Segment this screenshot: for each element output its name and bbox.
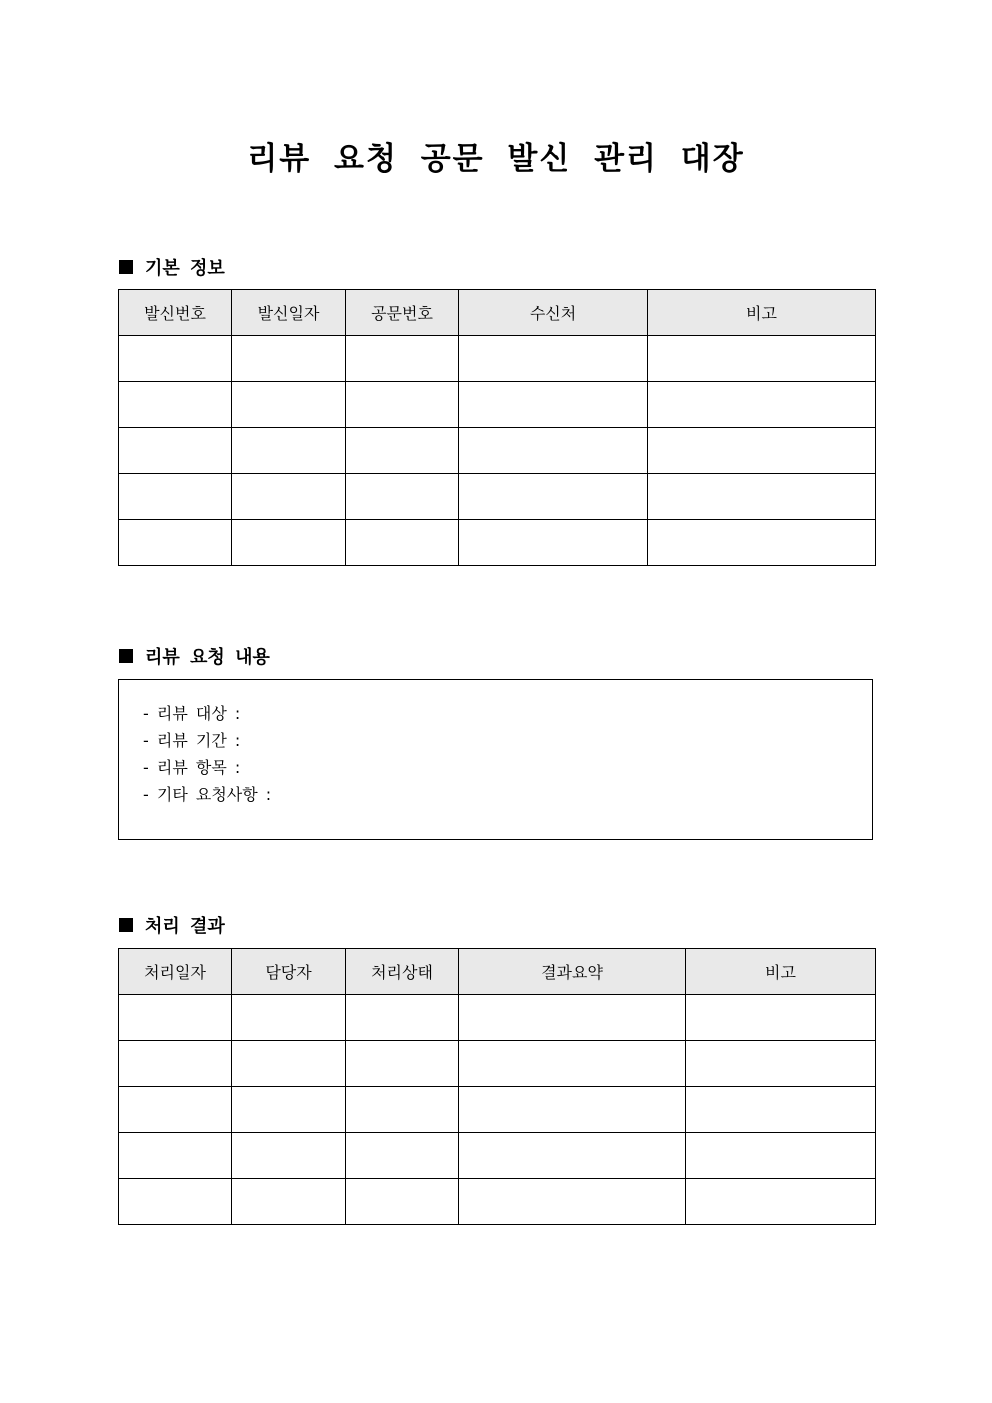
column-header: 처리상태 [346,949,459,995]
table-cell[interactable] [232,1087,346,1133]
table-cell[interactable] [459,336,648,382]
section-heading-label: 기본 정보 [145,258,225,279]
table-row [119,520,876,566]
table-cell[interactable] [459,1133,686,1179]
table-cell[interactable] [119,520,232,566]
table-cell[interactable] [119,428,232,474]
document-title: 리뷰 요청 공문 발신 관리 대장 [247,141,745,177]
section-heading-processing-result [119,912,225,938]
table-row [119,1041,876,1087]
column-header: 수신처 [459,290,648,336]
table-row [119,1133,876,1179]
table-cell[interactable] [686,1133,876,1179]
column-header: 처리일자 [119,949,232,995]
table-row [119,1179,876,1225]
column-header: 결과요약 [459,949,686,995]
table-cell[interactable] [459,1087,686,1133]
square-bullet-icon [119,918,133,932]
table-cell[interactable] [346,428,459,474]
table-cell[interactable] [459,474,648,520]
table-cell[interactable] [648,520,876,566]
table-row [119,474,876,520]
table-cell[interactable] [459,520,648,566]
table-cell[interactable] [686,1087,876,1133]
table-row [119,995,876,1041]
other-requests-line: - 기타 요청사항 : [143,785,272,804]
review-period-line: - 리뷰 기간 : [143,731,241,750]
column-header: 발신번호 [119,290,232,336]
table-cell[interactable] [232,1179,346,1225]
table-cell[interactable] [346,474,459,520]
section-heading-review-request [119,643,270,669]
table-header-row [119,949,876,995]
basic-info-table [118,289,876,566]
square-bullet-icon [119,649,133,663]
table-cell[interactable] [346,336,459,382]
table-cell[interactable] [346,1041,459,1087]
column-header: 공문번호 [346,290,459,336]
table-cell[interactable] [232,1133,346,1179]
table-cell[interactable] [232,428,346,474]
table-cell[interactable] [232,474,346,520]
table-cell[interactable] [648,382,876,428]
table-cell[interactable] [346,520,459,566]
column-header: 담당자 [232,949,346,995]
table-row [119,1087,876,1133]
table-cell[interactable] [232,520,346,566]
table-cell[interactable] [346,382,459,428]
table-cell[interactable] [648,336,876,382]
table-cell[interactable] [119,474,232,520]
table-cell[interactable] [686,1041,876,1087]
review-items-line: - 리뷰 항목 : [143,758,241,777]
table-row [119,336,876,382]
table-cell[interactable] [686,995,876,1041]
table-cell[interactable] [459,995,686,1041]
table-cell[interactable] [119,382,232,428]
section-heading-label: 리뷰 요청 내용 [145,647,270,668]
section-heading-label: 처리 결과 [145,916,225,937]
table-header-row [119,290,876,336]
table-cell[interactable] [686,1179,876,1225]
table-cell[interactable] [119,1087,232,1133]
table-cell[interactable] [648,428,876,474]
table-cell[interactable] [119,336,232,382]
section-heading-basic-info [119,254,225,280]
table-cell[interactable] [232,336,346,382]
processing-result-table [118,948,876,1225]
table-cell[interactable] [119,995,232,1041]
column-header: 발신일자 [232,290,346,336]
table-cell[interactable] [346,1179,459,1225]
column-header: 비고 [648,290,876,336]
table-cell[interactable] [119,1041,232,1087]
table-cell[interactable] [459,1041,686,1087]
table-cell[interactable] [459,428,648,474]
review-request-box[interactable] [118,679,873,840]
table-row [119,428,876,474]
column-header: 비고 [686,949,876,995]
table-row [119,382,876,428]
table-cell[interactable] [346,995,459,1041]
table-cell[interactable] [232,1041,346,1087]
table-cell[interactable] [459,382,648,428]
square-bullet-icon [119,260,133,274]
table-cell[interactable] [232,382,346,428]
table-cell[interactable] [119,1179,232,1225]
table-cell[interactable] [119,1133,232,1179]
table-cell[interactable] [648,474,876,520]
review-target-line: - 리뷰 대상 : [143,704,241,723]
table-cell[interactable] [346,1087,459,1133]
table-cell[interactable] [346,1133,459,1179]
table-cell[interactable] [459,1179,686,1225]
table-cell[interactable] [232,995,346,1041]
